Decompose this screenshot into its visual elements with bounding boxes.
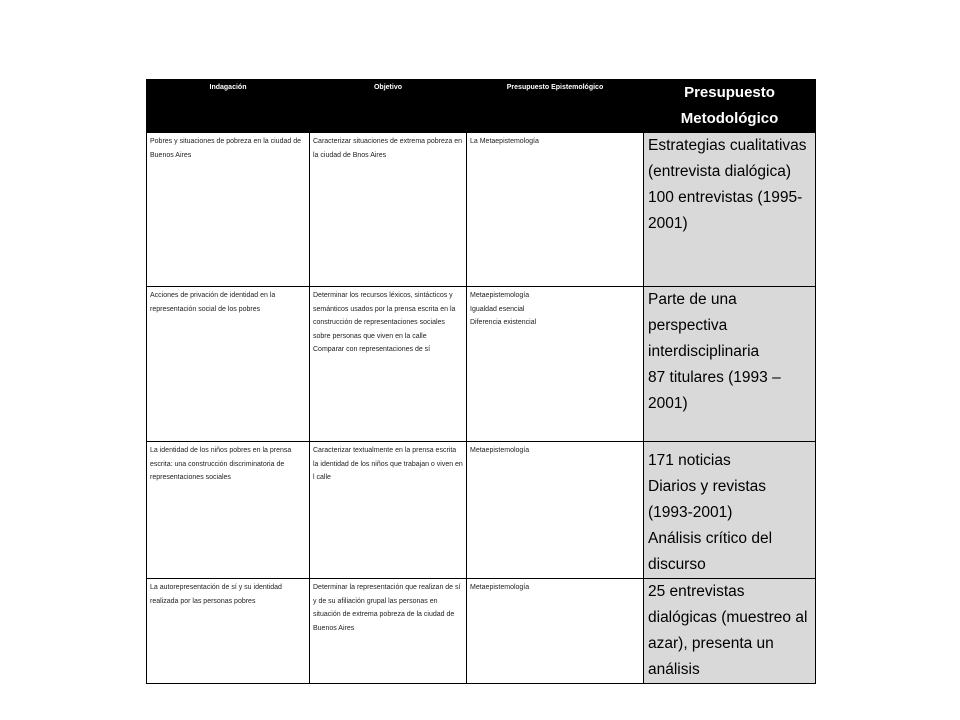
cell-metodologico: [644, 442, 816, 579]
cell-text: Igualdad esencial: [470, 305, 525, 313]
cell-text: Estrategias cualitativas (entrevista dialógica): [648, 137, 807, 180]
cell-indagacion: [147, 579, 310, 684]
cell-text: 171 noticias: [648, 452, 731, 469]
table-row: [147, 133, 816, 287]
methodology-table-container: [146, 79, 815, 684]
cell-text: Determinar los recursos léxicos, sintácticos y semánticos usados por la prensa escrita en la construcción de representaciones sociales sobre personas que viven en la calle: [313, 292, 456, 340]
table-row: [147, 442, 816, 579]
cell-text: Acciones de privación de identidad en la representación social de los pobres: [150, 292, 276, 313]
cell-metodologico: [644, 133, 816, 287]
cell-text: Diferencia existencial: [470, 319, 537, 326]
cell-text: Diarios y revistas (1993-2001): [648, 478, 766, 521]
cell-text: 100 entrevistas (1995-2001): [648, 189, 803, 232]
cell-metodologico: [644, 579, 816, 684]
cell-text: Caracterizar situaciones de extrema pobreza en la ciudad de Bnos Aires: [313, 138, 463, 159]
cell-text: Comparar con representaciones de sí: [313, 346, 431, 353]
header-objetivo: Objetivo: [310, 80, 467, 133]
cell-indagacion: [147, 133, 310, 287]
cell-text: Análisis crítico del discurso: [648, 530, 773, 573]
cell-epistemologico: [467, 442, 644, 579]
cell-objetivo: [310, 133, 467, 287]
cell-text: Metaepistemología: [470, 584, 530, 591]
table-header-row: [147, 80, 816, 133]
cell-text: 25 entrevistas dialógicas (muestreo al azar), presenta un análisis: [648, 583, 808, 678]
cell-indagacion: [147, 287, 310, 442]
cell-epistemologico: [467, 579, 644, 684]
cell-text: La Metaepistemología: [470, 138, 539, 145]
header-presupuesto-metodologico: Presupuesto Metodológico: [644, 80, 816, 133]
header-indagacion: Indagación: [147, 80, 310, 133]
cell-text: Metaepistemología: [470, 292, 530, 299]
cell-epistemologico: [467, 133, 644, 287]
cell-text: Pobres y situaciones de pobreza en la ciudad de Buenos Aires: [150, 138, 301, 159]
cell-text: La autorepresentación de sí y su identidad realizada por las personas pobres: [150, 584, 282, 605]
cell-objetivo: [310, 442, 467, 579]
cell-text: Metaepistemología: [470, 447, 530, 454]
header-presupuesto-epistemologico: Presupuesto Epistemológico: [467, 80, 644, 133]
cell-text: Determinar la representación que realizan de sí y de su afiliación grupal las personas en situación de extrema pobreza de la ciudad de Buenos Aires: [313, 584, 461, 632]
cell-text: 87 titulares (1993 – 2001): [648, 369, 781, 412]
cell-objetivo: [310, 579, 467, 684]
cell-metodologico: [644, 287, 816, 442]
cell-text: Parte de una perspectiva interdisciplinaria: [648, 291, 760, 360]
cell-text: Caracterizar textualmente en la prensa escrita la identidad de los niños que trabajan o viven en l calle: [313, 447, 463, 481]
cell-objetivo: [310, 287, 467, 442]
cell-indagacion: [147, 442, 310, 579]
table-row: [147, 579, 816, 684]
cell-epistemologico: [467, 287, 644, 442]
table-row: [147, 287, 816, 442]
methodology-table: [146, 79, 816, 684]
cell-text: La identidad de los niños pobres en la prensa escrita: una construcción discriminatoria de representaciones sociales: [150, 447, 292, 481]
